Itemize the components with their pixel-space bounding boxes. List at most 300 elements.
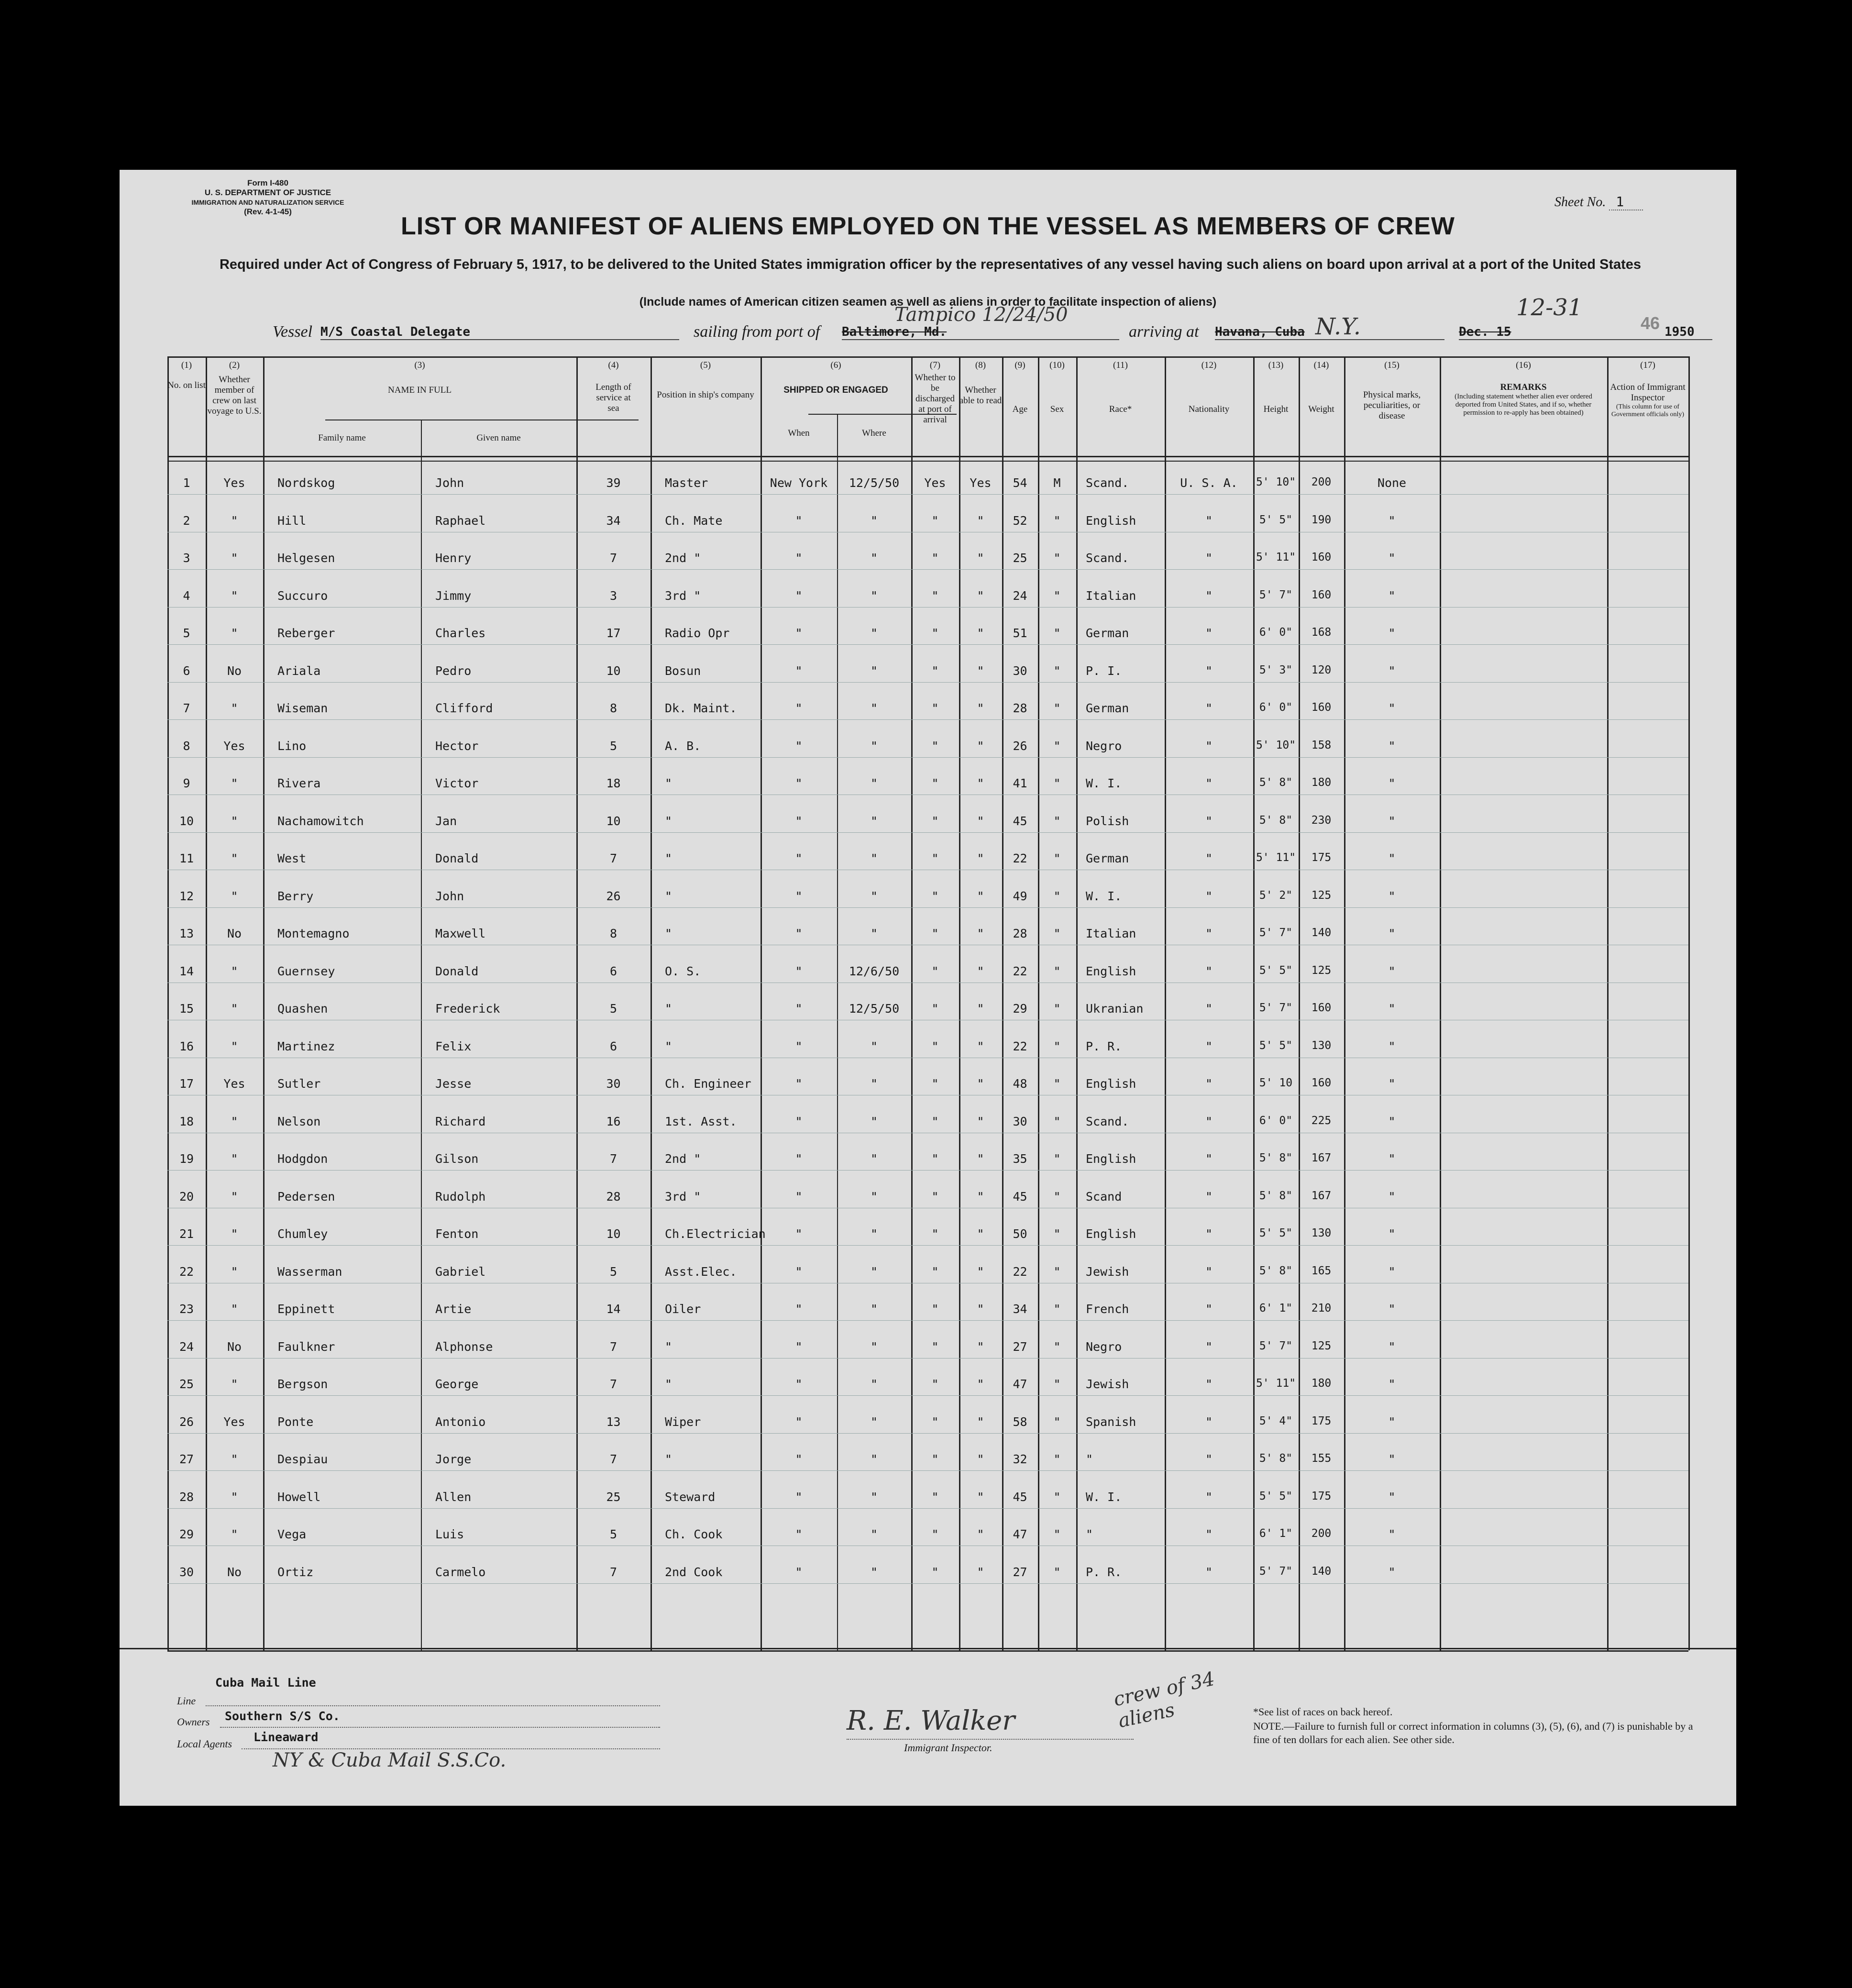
cell-height: 5' 7" [1259,588,1293,601]
cell-read: " [977,1377,984,1391]
cell-given: Allen [435,1490,472,1504]
cell-height: 5' 11" [1256,851,1296,864]
cell-nat: " [1205,1452,1213,1466]
cell-family: Succuro [277,588,328,603]
cell-position: " [665,1452,672,1466]
cell-family: Quashen [277,1002,328,1016]
cell-marks: " [1388,1227,1396,1241]
line-label: Line [177,1695,196,1707]
cell-marks: " [1388,1527,1396,1541]
cell-where: 12/5/50 [849,476,900,490]
cell-disch: " [931,1077,939,1091]
cell-no: 9 [183,776,190,790]
cell-family: Berry [277,889,314,903]
cell-sex: " [1053,1189,1061,1204]
cell-given: Jesse [435,1077,472,1091]
cell-sex: " [1053,1527,1061,1541]
cell-marks: " [1388,1339,1396,1354]
cell-position: Dk. Maint. [665,701,737,715]
cell-nat: " [1205,1377,1213,1391]
cell-age: 30 [1013,663,1027,678]
cell-no: 21 [179,1227,194,1241]
col-num: (14) [1313,360,1329,370]
cell-position: O. S. [665,964,701,978]
cell-last: " [231,1227,238,1241]
cell-nat: " [1205,1527,1213,1541]
cell-age: 24 [1013,588,1027,603]
cell-service: 5 [609,1264,617,1279]
cell-where: " [870,513,878,528]
cell-position: 3rd " [665,588,701,603]
cell-disch: " [931,1490,939,1504]
cell-race: English [1086,513,1136,528]
cell-given: Alphonse [435,1339,493,1354]
cell-race: P. R. [1086,1039,1122,1053]
cell-sex: " [1053,739,1061,753]
cell-service: 16 [606,1114,621,1128]
cell-disch: " [931,964,939,978]
cell-where: " [870,889,878,903]
line-value: Cuba Mail Line [215,1676,316,1690]
cell-family: Howell [277,1490,321,1504]
cell-read: " [977,1565,984,1579]
cell-sex: " [1053,701,1061,715]
cell-when: " [795,1002,803,1016]
cell-last: " [231,588,238,603]
cell-family: Hill [277,513,307,528]
cell-where: " [870,739,878,753]
cell-nat: " [1205,1339,1213,1354]
vessel-name: M/S Coastal Delegate [320,325,679,340]
row-rule [167,569,1688,570]
cell-race: Negro [1086,1339,1122,1354]
cell-when: " [795,964,803,978]
owners-underline [220,1727,660,1728]
cell-where: " [870,1152,878,1166]
cell-disch: " [931,1452,939,1466]
cell-height: 5' 5" [1259,1039,1293,1052]
cell-sex: " [1053,776,1061,790]
cell-disch: " [931,1227,939,1241]
cell-when: " [795,776,803,790]
cell-marks: " [1388,814,1396,828]
cell-weight: 167 [1311,1189,1332,1202]
cell-no: 18 [179,1114,194,1128]
cell-race: W. I. [1086,889,1122,903]
cell-weight: 168 [1311,626,1332,639]
cell-read: " [977,551,984,565]
page-title: LIST OR MANIFEST OF ALIENS EMPLOYED ON THE VESSEL AS MEMBERS OF CREW [401,212,1455,240]
cell-where: 12/5/50 [849,1002,900,1016]
cell-last: Yes [223,476,245,490]
cell-weight: 130 [1311,1227,1332,1239]
races-note: *See list of races on back hereof. [1253,1706,1393,1718]
cell-race: English [1086,1152,1136,1166]
cell-last: No [227,1339,242,1354]
cell-last: " [231,851,238,865]
cell-given: John [435,476,464,490]
cell-family: Pedersen [277,1189,335,1204]
cell-sex: " [1053,626,1061,640]
cell-disch: " [931,626,939,640]
cell-nat: " [1205,551,1213,565]
col-label: Race* [1109,404,1132,414]
cell-marks: " [1388,964,1396,978]
cell-no: 10 [179,814,194,828]
cell-nat: " [1205,814,1213,828]
col-note: (This column for use of Government officials only) [1611,403,1685,418]
cell-when: " [795,851,803,865]
cell-sex: M [1053,476,1061,490]
cell-service: 7 [609,1152,617,1166]
cell-height: 5' 2" [1259,889,1293,902]
cell-last: " [231,776,238,790]
cell-given: Maxwell [435,927,486,940]
cell-read: " [977,814,984,828]
cell-nat: " [1205,1565,1213,1579]
cell-age: 41 [1013,776,1027,790]
cell-weight: 160 [1311,1077,1332,1089]
col-num: (8) [975,360,986,370]
cell-race: P. I. [1086,663,1122,678]
cell-sex: " [1053,1565,1061,1579]
cell-given: John [435,889,464,903]
cell-marks: " [1388,776,1396,790]
cell-height: 5' 11" [1256,1377,1296,1390]
cell-family: West [277,851,307,865]
cell-nat: " [1205,1189,1213,1204]
cell-race: French [1086,1302,1129,1316]
cell-family: Despiau [277,1452,328,1466]
cell-where: " [870,551,878,565]
cell-where: 12/6/50 [849,964,900,978]
cell-sex: " [1053,1452,1061,1466]
cell-last: " [231,1039,238,1053]
cell-no: 12 [179,889,194,903]
cell-weight: 175 [1311,851,1332,864]
cell-marks: " [1388,1152,1396,1166]
table-body [167,356,1688,1650]
cell-nat: " [1205,513,1213,528]
cell-when: " [795,1189,803,1204]
cell-family: Eppinett [277,1302,335,1316]
cell-weight: 167 [1311,1152,1332,1164]
cell-nat: " [1205,1152,1213,1166]
service-name: IMMIGRATION AND NATURALIZATION SERVICE [191,199,344,206]
line-underline [206,1705,660,1706]
cell-disch: " [931,851,939,865]
cell-position: 2nd " [665,1152,701,1166]
col-label: Whether member of crew on last voyage to U.S. [207,375,262,416]
cell-read: " [977,1114,984,1128]
cell-age: 45 [1013,814,1027,828]
cell-age: 25 [1013,551,1027,565]
cell-marks: " [1388,1377,1396,1391]
col-label: NAME IN FULL [388,385,452,395]
cell-disch: " [931,588,939,603]
cell-marks: " [1388,739,1396,753]
cell-no: 22 [179,1264,194,1279]
cell-last: " [231,626,238,640]
cell-last: " [231,513,238,528]
cell-race: W. I. [1086,776,1122,790]
cell-where: " [870,1377,878,1391]
cell-family: Reberger [277,626,335,640]
cell-marks: " [1388,1414,1396,1429]
cell-sex: " [1053,1302,1061,1316]
cell-given: Artie [435,1302,472,1316]
col-num: (3) [414,360,425,370]
cell-service: 14 [606,1302,621,1316]
cell-marks: " [1388,1077,1396,1091]
cell-marks: " [1388,701,1396,715]
cell-disch: " [931,1002,939,1016]
cell-where: " [870,588,878,603]
cell-sex: " [1053,1414,1061,1429]
cell-age: 52 [1013,513,1027,528]
owners-label: Owners [177,1716,210,1728]
cell-height: 5' 10" [1256,476,1296,488]
cell-disch: " [931,927,939,940]
cell-given: Fenton [435,1227,479,1241]
cell-disch: " [931,701,939,715]
cell-given: Raphael [435,513,486,528]
cell-marks: " [1388,1302,1396,1316]
cell-race: German [1086,851,1129,865]
arriving-port: Havana, Cuba [1215,325,1444,340]
cell-no: 4 [183,588,190,603]
cell-position: Steward [665,1490,716,1504]
cell-weight: 140 [1311,1565,1332,1578]
cell-family: Sutler [277,1077,321,1091]
col-num: (5) [700,360,711,370]
cell-sex: " [1053,927,1061,940]
cell-no: 7 [183,701,190,715]
cell-position: Ch. Mate [665,513,723,528]
cell-age: 22 [1013,1264,1027,1279]
cell-given: Hector [435,739,479,753]
cell-given: Jan [435,814,457,828]
cell-race: Italian [1086,588,1136,603]
subheader-when: When [788,428,810,438]
cell-race: W. I. [1086,1490,1122,1504]
cell-position: " [665,1002,672,1016]
cell-nat: " [1205,851,1213,865]
cell-sex: " [1053,513,1061,528]
cell-race: Scand. [1086,1114,1129,1128]
cell-race: Jewish [1086,1264,1129,1279]
cell-weight: 200 [1311,1527,1332,1540]
cell-position: " [665,851,672,865]
col-label: Whether to be discharged at port of arrival [915,373,956,425]
cell-where: " [870,1339,878,1354]
cell-no: 1 [183,476,190,490]
cell-read: " [977,626,984,640]
cell-weight: 175 [1311,1414,1332,1427]
cell-service: 34 [606,513,621,528]
cell-weight: 165 [1311,1264,1332,1277]
cell-read: " [977,1490,984,1504]
subheader-where: Where [862,428,886,438]
cell-marks: " [1388,1452,1396,1466]
cell-no: 5 [183,626,190,640]
cell-disch: " [931,814,939,828]
cell-height: 6' 0" [1259,626,1293,639]
col-num: (11) [1113,360,1128,370]
cell-nat: " [1205,1264,1213,1279]
cell-read: " [977,1227,984,1241]
cell-weight: 155 [1311,1452,1332,1465]
cell-height: 5' 8" [1259,1189,1293,1202]
row-rule [167,1320,1688,1321]
cell-height: 5' 3" [1259,663,1293,676]
cell-given: Rudolph [435,1189,486,1204]
col-num: (2) [229,360,240,370]
cell-marks: None [1377,476,1407,490]
cell-where: " [870,1527,878,1541]
cell-age: 27 [1013,1565,1027,1579]
col-label: Nationality [1188,404,1230,414]
cell-height: 5' 7" [1259,927,1293,939]
cell-disch: " [931,889,939,903]
crew-table [167,356,1688,1648]
cell-age: 54 [1013,476,1027,490]
cell-disch: " [931,776,939,790]
cell-service: 30 [606,1077,621,1091]
cell-when: " [795,1565,803,1579]
col-note: (Including statement whether alien ever ordered deported from United States, and if so, whether permission to re-apply has been obtained) [1455,393,1592,417]
cell-nat: " [1205,626,1213,640]
cell-service: 5 [609,739,617,753]
arriving-port-handwritten: N.Y. [1315,313,1361,340]
cell-height: 5' 11" [1256,551,1296,563]
form-identifier [177,178,359,217]
cell-service: 8 [609,701,617,715]
cell-position: 2nd " [665,551,701,565]
cell-when: " [795,1490,803,1504]
cell-family: Helgesen [277,551,335,565]
cell-service: 5 [609,1527,617,1541]
page-mark: 46 [1641,313,1660,333]
cell-race: " [1086,1452,1093,1466]
cell-service: 8 [609,927,617,940]
cell-marks: " [1388,1002,1396,1016]
cell-age: 22 [1013,1039,1027,1053]
row-rule [167,1245,1688,1246]
cell-where: " [870,1077,878,1091]
page-subtitle-note: (Include names of American citizen seamen as well as aliens in order to facilitate inspection of aliens) [639,295,1217,309]
cell-position: " [665,1039,672,1053]
cell-age: 45 [1013,1189,1027,1204]
cell-height: 6' 0" [1259,701,1293,714]
cell-sex: " [1053,964,1061,978]
cell-last: " [231,814,238,828]
col-num: (16) [1516,360,1531,370]
cell-marks: " [1388,626,1396,640]
cell-when: " [795,1339,803,1354]
cell-position: " [665,889,672,903]
cell-read: " [977,1152,984,1166]
cell-sex: " [1053,588,1061,603]
cell-read: Yes [970,476,992,490]
cell-no: 11 [179,851,194,865]
cell-when: " [795,1039,803,1053]
sheet-number [1554,194,1643,210]
cell-age: 22 [1013,851,1027,865]
page-subtitle: Required under Act of Congress of February 5, 1917, to be delivered to the United States immigration officer by the representatives of any vessel having such aliens on board upon arrival at a port of the United States [219,257,1642,272]
cell-read: " [977,1452,984,1466]
cell-where: " [870,1302,878,1316]
cell-disch: Yes [924,476,946,490]
col-label: Whether able to read [959,385,1002,406]
cell-service: 28 [606,1189,621,1204]
cell-service: 17 [606,626,621,640]
vessel-label: Vessel [273,323,313,341]
subheader-family-name: Family name [318,433,366,443]
cell-family: Guernsey [277,964,335,978]
cell-no: 29 [179,1527,194,1541]
cell-when: " [795,701,803,715]
cell-family: Wasserman [277,1264,342,1279]
cell-family: Rivera [277,776,321,790]
cell-where: " [870,1227,878,1241]
cell-last: " [231,889,238,903]
cell-age: 22 [1013,964,1027,978]
cell-last: No [227,1565,242,1579]
cell-nat: " [1205,1039,1213,1053]
cell-position: Wiper [665,1414,701,1429]
cell-marks: " [1388,1565,1396,1579]
cell-last: " [231,1264,238,1279]
cell-height: 5' 8" [1259,1452,1293,1465]
cell-no: 23 [179,1302,194,1316]
cell-where: " [870,663,878,678]
cell-when: " [795,1077,803,1091]
cell-marks: " [1388,889,1396,903]
cell-when: " [795,814,803,828]
cell-given: George [435,1377,479,1391]
cell-no: 30 [179,1565,194,1579]
cell-weight: 125 [1311,1339,1332,1352]
col-label: Age [1012,404,1028,414]
cell-age: 30 [1013,1114,1027,1128]
cell-last: " [231,1189,238,1204]
cell-service: 7 [609,1452,617,1466]
cell-weight: 130 [1311,1039,1332,1052]
row-rule [167,682,1688,683]
arriving-label: arriving at [1129,323,1199,341]
revision-date: (Rev. 4-1-45) [244,207,292,216]
cell-race: " [1086,1527,1093,1541]
cell-race: English [1086,1077,1136,1091]
cell-weight: 125 [1311,889,1332,902]
cell-disch: " [931,1152,939,1166]
cell-service: 10 [606,663,621,678]
cell-position: " [665,814,672,828]
sheet-value: 1 [1609,194,1643,210]
cell-where: " [870,776,878,790]
cell-read: " [977,1189,984,1204]
cell-position: Bosun [665,663,701,678]
cell-read: " [977,776,984,790]
cell-weight: 180 [1311,1377,1332,1390]
cell-no: 6 [183,663,190,678]
cell-no: 13 [179,927,194,940]
cell-nat: U. S. A. [1180,476,1238,490]
cell-given: Donald [435,964,479,978]
cell-weight: 200 [1311,476,1332,488]
cell-last: " [231,1114,238,1128]
